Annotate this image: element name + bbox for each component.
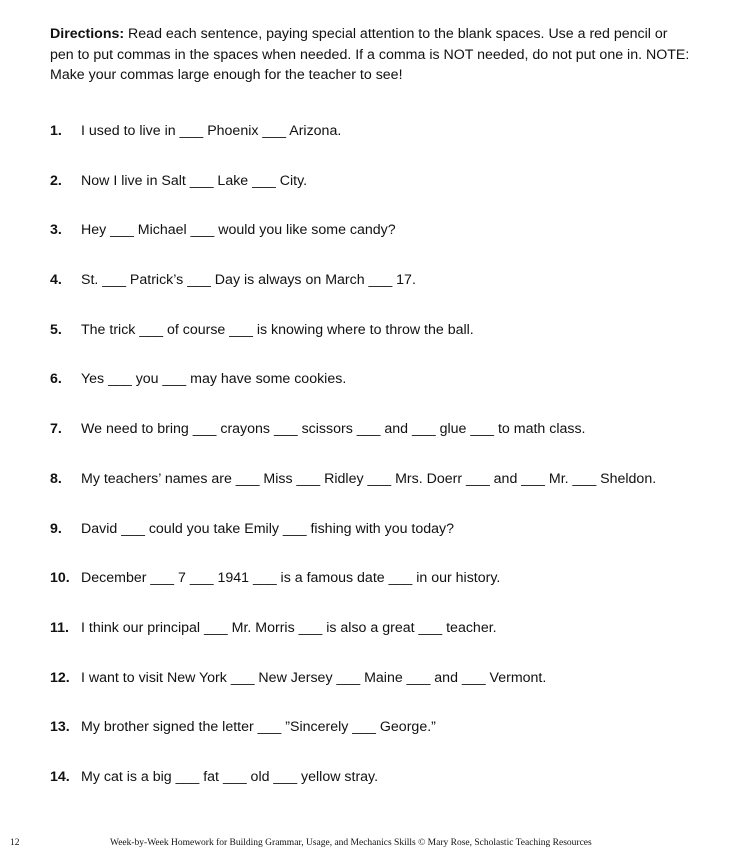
item-number: 12. — [50, 669, 70, 686]
item-sentence: I want to visit New York ___ New Jersey ___ Maine ___ and ___ Vermont. — [81, 669, 547, 686]
sentence-item — [50, 219, 710, 269]
directions-text: Read each sentence, paying special attention to the blank spaces. Use a red pencil or pen to put commas in the spaces when needed. If a comma is NOT needed, do not put one in. NOTE: Make your commas large enough for the teacher to see! — [50, 26, 690, 83]
directions — [50, 24, 690, 86]
item-sentence: St. ___ Patrick’s ___ Day is always on March ___ 17. — [81, 272, 416, 289]
item-sentence: December ___ 7 ___ 1941 ___ is a famous date ___ in our history. — [81, 570, 501, 587]
sentence-item — [50, 319, 710, 369]
item-sentence: I used to live in ___ Phoenix ___ Arizona. — [81, 123, 342, 139]
item-number: 10. — [50, 570, 70, 587]
item-sentence: We need to bring ___ crayons ___ scissors ___ and ___ glue ___ to math class. — [81, 421, 586, 438]
sentence-item — [50, 766, 710, 816]
item-number: 4. — [50, 272, 62, 289]
sentence-item — [50, 368, 710, 418]
sentence-item — [50, 667, 710, 717]
sentence-item — [50, 120, 710, 170]
sentence-item — [50, 269, 710, 319]
item-number: 7. — [50, 421, 62, 438]
item-sentence: Hey ___ Michael ___ would you like some candy? — [81, 222, 396, 239]
directions-lead: Directions: — [50, 26, 125, 42]
page-number: 12 — [10, 838, 20, 848]
item-sentence: Yes ___ you ___ may have some cookies. — [81, 371, 347, 388]
item-number: 14. — [50, 768, 70, 785]
item-sentence: The trick ___ of course ___ is knowing where to throw the ball. — [81, 321, 474, 338]
sentence-list — [50, 120, 710, 816]
item-number: 5. — [50, 321, 62, 338]
item-number: 2. — [50, 172, 62, 189]
item-number: 1. — [50, 123, 62, 139]
item-number: 13. — [50, 719, 70, 736]
sentence-item — [50, 716, 710, 766]
footer-credit: Week-by-Week Homework for Building Grammar, Usage, and Mechanics Skills © Mary Rose, Scholastic Teaching Resources — [110, 838, 592, 848]
sentence-item — [50, 518, 710, 568]
sentence-item — [50, 617, 710, 667]
sentence-item — [50, 418, 710, 468]
item-sentence: David ___ could you take Emily ___ fishing with you today? — [81, 520, 455, 537]
sentence-item — [50, 468, 710, 518]
item-number: 3. — [50, 222, 62, 239]
item-number: 11. — [50, 619, 69, 636]
item-number: 8. — [50, 470, 62, 487]
page-footer — [0, 836, 736, 850]
item-number: 6. — [50, 371, 62, 388]
sentence-item — [50, 567, 710, 617]
sentence-item — [50, 170, 710, 220]
item-sentence: I think our principal ___ Mr. Morris ___ is also a great ___ teacher. — [81, 619, 497, 636]
item-number: 9. — [50, 520, 62, 537]
item-sentence: My brother signed the letter ___ ”Sincerely ___ George.” — [81, 719, 436, 736]
item-sentence: Now I live in Salt ___ Lake ___ City. — [81, 172, 308, 189]
item-sentence: My teachers’ names are ___ Miss ___ Ridley ___ Mrs. Doerr ___ and ___ Mr. ___ Sheldon. — [81, 470, 657, 487]
item-sentence: My cat is a big ___ fat ___ old ___ yellow stray. — [81, 768, 379, 785]
